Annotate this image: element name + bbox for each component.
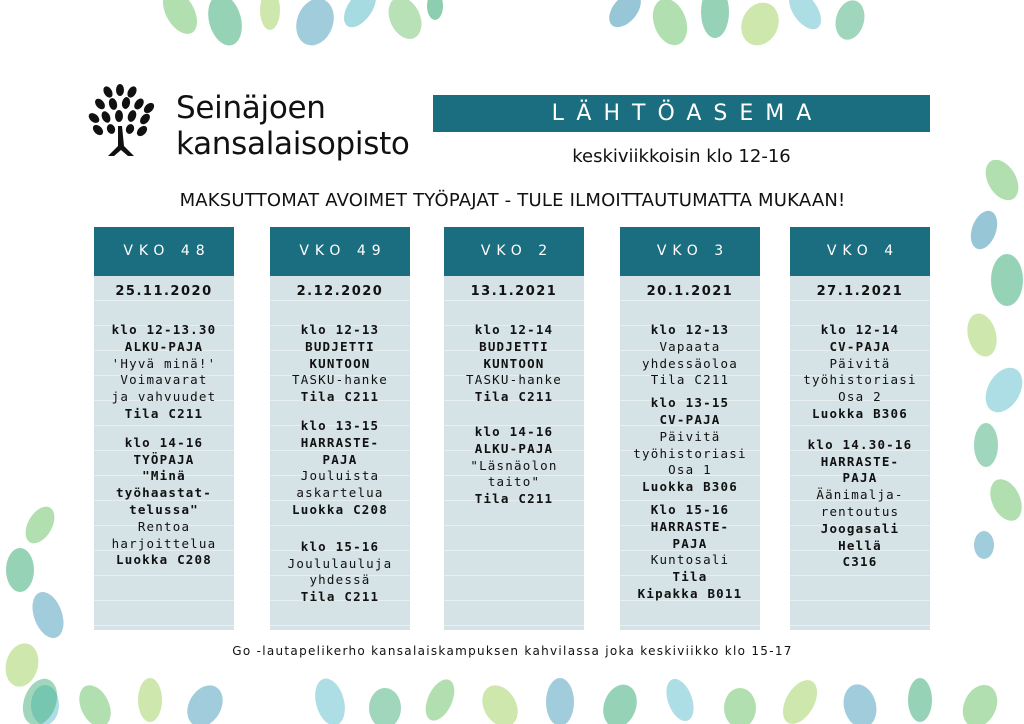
week-column <box>270 227 410 630</box>
week-header: VKO 48 <box>94 227 234 276</box>
decor-top-right <box>600 0 890 58</box>
event-block <box>444 424 584 508</box>
organization-name-line2: kansalaisopisto <box>176 126 410 162</box>
event-line: Joululauluja <box>287 555 393 571</box>
event-line: klo 14-16 <box>124 434 204 450</box>
footer-note: Go -lautapelikerho kansalaiskampuksen kahvilassa joka keskiviikko klo 15-17 <box>232 644 793 658</box>
event-block <box>790 437 930 571</box>
event-line: klo 12-14 <box>474 322 554 337</box>
organization-logo <box>88 84 418 164</box>
event-line: Luokka C208 <box>116 552 212 568</box>
event-line: Jouluista <box>300 468 380 484</box>
event-line: "Minä <box>142 468 186 484</box>
event-line: TYÖPAJA <box>133 451 195 467</box>
event-line: Tila C211 <box>474 389 554 405</box>
event-line: BUDJETTI <box>305 338 375 354</box>
event-line: rentoutus <box>820 503 900 519</box>
event-line: Vapaata <box>659 338 721 354</box>
event-line: Klo 15-16 <box>650 501 730 517</box>
event-line: Tila C211 <box>300 589 380 605</box>
event-line: TASKU-hanke <box>466 372 562 388</box>
event-line: klo 12-13 <box>650 322 730 337</box>
week-body <box>94 276 234 630</box>
week-header: VKO 4 <box>790 227 930 276</box>
event-line: Luokka B306 <box>642 479 738 495</box>
event-line: 'Hyvä minä!' <box>111 355 217 371</box>
event-block <box>94 435 234 569</box>
event-line: Hellä <box>838 537 882 553</box>
event-block <box>94 322 234 423</box>
event-line: CV-PAJA <box>829 338 891 354</box>
organization-name-line1: Seinäjoen <box>176 90 326 126</box>
event-line: Kipakka B011 <box>637 585 743 601</box>
organization-name <box>176 90 410 162</box>
event-line: Tila C211 <box>650 372 730 388</box>
event-line: Joogasali <box>820 520 900 536</box>
event-line: Kuntosali <box>650 552 730 568</box>
week-column <box>790 227 930 630</box>
week-column <box>620 227 760 630</box>
event-line: taito" <box>487 474 541 490</box>
event-line: Osa 1 <box>668 462 712 478</box>
week-header: VKO 3 <box>620 227 760 276</box>
week-body <box>790 276 930 630</box>
event-line: harjoittelua <box>111 535 217 551</box>
event-line: ja vahvuudet <box>111 389 217 405</box>
decor-bottom <box>0 666 1024 724</box>
event-block <box>270 322 410 406</box>
event-line: Tila C211 <box>124 405 204 421</box>
week-body <box>620 276 760 630</box>
event-line: TASKU-hanke <box>292 372 388 388</box>
week-date: 25.11.2020 <box>115 284 213 299</box>
event-line: Luokka C208 <box>292 501 388 517</box>
week-column <box>94 227 234 630</box>
event-line: Luokka B306 <box>812 405 908 421</box>
event-block <box>620 322 760 389</box>
event-line: HARRASTE- <box>650 518 730 534</box>
event-line: ALKU-PAJA <box>124 338 204 354</box>
decor-top-left <box>150 0 450 60</box>
event-line: klo 14.30-16 <box>807 436 913 452</box>
week-date: 27.1.2021 <box>816 284 904 299</box>
event-line: klo 12-14 <box>820 322 900 337</box>
schedule-subtitle: keskiviikkoisin klo 12-16 <box>572 146 791 167</box>
event-line: askartelua <box>296 485 384 501</box>
event-line: ALKU-PAJA <box>474 440 554 456</box>
event-line: klo 13-15 <box>300 417 380 433</box>
week-date: 13.1.2021 <box>470 284 558 299</box>
event-line: Päivitä <box>659 428 721 444</box>
event-line: työhistoriasi <box>633 445 747 461</box>
event-line: KUNTOON <box>483 355 545 371</box>
event-line: työhaastat- <box>116 485 212 501</box>
event-block <box>270 418 410 519</box>
event-line: klo 13-15 <box>650 395 730 411</box>
event-line: PAJA <box>842 470 878 486</box>
event-block <box>790 322 930 423</box>
event-line: PAJA <box>322 451 358 467</box>
event-line: Voimavarat <box>120 372 208 388</box>
event-line: BUDJETTI <box>479 338 549 354</box>
event-line: HARRASTE- <box>820 453 900 469</box>
event-line: klo 12-13.30 <box>111 322 217 337</box>
event-block <box>620 395 760 496</box>
event-line: PAJA <box>672 535 708 551</box>
event-block <box>620 502 760 603</box>
event-line: klo 15-16 <box>300 538 380 554</box>
week-header: VKO 2 <box>444 227 584 276</box>
event-line: yhdessä <box>309 572 371 588</box>
event-line: Tila C211 <box>474 491 554 507</box>
event-line: Osa 2 <box>838 389 882 405</box>
event-line: Tila <box>672 569 708 585</box>
headline: MAKSUTTOMAT AVOIMET TYÖPAJAT - TULE ILMOITTAUTUMATTA MUKAAN! <box>179 190 846 211</box>
week-date: 20.1.2021 <box>646 284 734 299</box>
week-column <box>444 227 584 630</box>
event-line: "Läsnäolon <box>470 457 558 473</box>
event-line: työhistoriasi <box>803 372 917 388</box>
event-line: Äänimalja- <box>816 487 904 503</box>
event-line: yhdessäoloa <box>642 355 738 371</box>
week-header: VKO 49 <box>270 227 410 276</box>
event-line: klo 12-13 <box>300 322 380 337</box>
week-body <box>270 276 410 630</box>
decor-right <box>962 160 1024 560</box>
event-line: Rentoa <box>137 518 191 534</box>
event-line: telussa" <box>129 501 199 517</box>
event-block <box>270 539 410 606</box>
title-banner: LÄHTÖASEMA <box>433 95 930 132</box>
event-block <box>444 322 584 406</box>
week-date: 2.12.2020 <box>296 284 384 299</box>
tree-logo-icon <box>88 84 158 160</box>
event-line: C316 <box>842 554 878 570</box>
week-body <box>444 276 584 630</box>
event-line: Tila C211 <box>300 389 380 405</box>
event-line: Päivitä <box>829 355 891 371</box>
event-line: CV-PAJA <box>659 411 721 427</box>
event-line: KUNTOON <box>309 355 371 371</box>
event-line: klo 14-16 <box>474 423 554 439</box>
event-line: HARRASTE- <box>300 434 380 450</box>
